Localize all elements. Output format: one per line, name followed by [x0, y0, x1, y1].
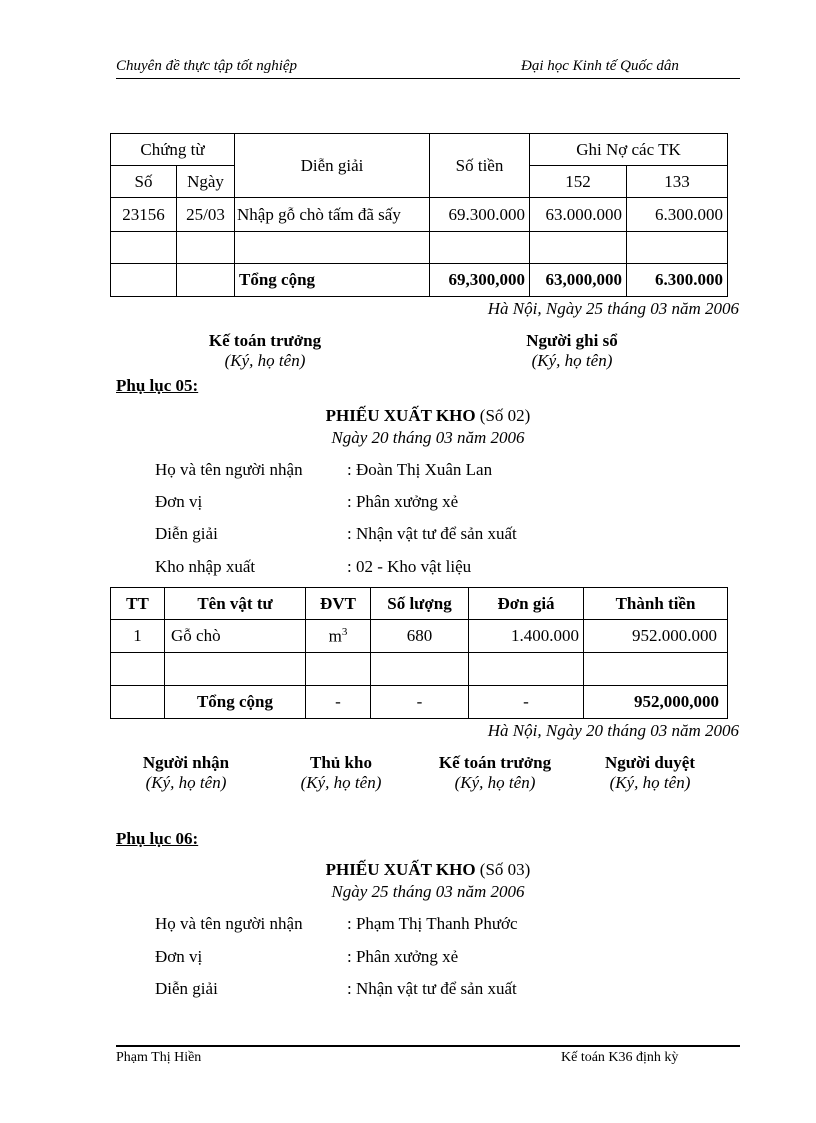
field-label: Diễn giải: [155, 979, 218, 998]
table-row-total: [111, 686, 728, 719]
title-bold: PHIẾU XUẤT KHO: [325, 406, 476, 425]
appendix-6-title: [0, 860, 816, 880]
footer-right: Kế toán K36 định kỳ: [561, 1050, 679, 1065]
total-label: Tổng cộng: [235, 264, 430, 297]
field-label: Họ và tên người nhận: [155, 460, 303, 479]
footer-left: Phạm Thị Hiền: [116, 1050, 202, 1065]
field-label: Kho nhập xuất: [155, 557, 256, 576]
appendix-6-heading: Phụ lục 06:: [116, 829, 199, 848]
appendix-5-title: [0, 406, 816, 426]
th-so-luong: Số lượng: [371, 588, 469, 620]
th-133: 133: [627, 166, 728, 198]
total-label: Tổng cộng: [165, 686, 306, 719]
total-so-luong: -: [371, 686, 469, 719]
field-label: Diễn giải: [155, 524, 218, 543]
cell-dien-giai: Nhập gỗ chò tấm đã sấy: [235, 198, 430, 232]
table-row: [111, 620, 728, 653]
table-row-empty: [111, 653, 728, 686]
appendix-5-heading: Phụ lục 05:: [116, 376, 199, 395]
cell-dvt: $m^3$: [306, 620, 371, 653]
signer-sub: (Ký, họ tên): [609, 773, 691, 792]
signature-nguoi-ghi-so: [482, 331, 662, 371]
field-value: : Phạm Thị Thanh Phước: [347, 914, 518, 933]
th-don-gia: Đơn giá: [469, 588, 584, 620]
signer-title: Thủ kho: [310, 753, 372, 772]
cell-don-gia: 1.400.000: [469, 620, 584, 653]
th-152: 152: [530, 166, 627, 198]
signature-thu-kho: [271, 753, 411, 793]
th-tt: TT: [111, 588, 165, 620]
signer-title: Người ghi sổ: [526, 331, 618, 350]
th-dvt: ĐVT: [306, 588, 371, 620]
title-bold: PHIẾU XUẤT KHO: [325, 860, 476, 879]
signer-sub: (Ký, họ tên): [145, 773, 227, 792]
cell-tt: 1: [111, 620, 165, 653]
table-row: [111, 198, 728, 232]
issue-table-02: [110, 587, 728, 719]
field-value: : Phân xưởng xẻ: [347, 947, 459, 966]
place-date-1: Hà Nội, Ngày 25 tháng 03 năm 2006: [487, 299, 739, 318]
header-right: Đại học Kinh tế Quốc dân: [521, 58, 679, 74]
title-num: (Số 03): [479, 860, 531, 879]
appendix-5-date: Ngày 20 tháng 03 năm 2006: [331, 428, 525, 447]
signature-ke-toan-truong: [420, 753, 570, 793]
field-value: : 02 - Kho vật liệu: [347, 557, 472, 576]
signer-title: Người duyệt: [605, 753, 695, 772]
th-ngay: Ngày: [177, 166, 235, 198]
signer-title: Kế toán trưởng: [438, 753, 552, 772]
cell-ngay: 25/03: [177, 198, 235, 232]
field-label: Họ và tên người nhận: [155, 914, 303, 933]
cell-so-tien: 69.300.000: [430, 198, 530, 232]
total-133: 6.300.000: [627, 264, 728, 297]
place-date-2: Hà Nội, Ngày 20 tháng 03 năm 2006: [487, 721, 739, 740]
footer-rule: [116, 1045, 740, 1047]
th-ghi-no: Ghi Nợ các TK: [530, 134, 728, 166]
field-label: Đơn vị: [155, 492, 203, 511]
total-don-gia: -: [469, 686, 584, 719]
th-so: Số: [111, 166, 177, 198]
th-so-tien: Số tiền: [430, 134, 530, 198]
th-chung-tu: Chứng từ: [111, 134, 235, 166]
signer-sub: (Ký, họ tên): [454, 773, 536, 792]
field-value: : Nhận vật tư để sản xuất: [347, 524, 517, 543]
cell-thanh-tien: 952.000.000: [584, 620, 728, 653]
total-so-tien: 69,300,000: [430, 264, 530, 297]
header-rule: [116, 78, 740, 79]
field-label: Đơn vị: [155, 947, 203, 966]
signer-title: Kế toán trưởng: [208, 331, 322, 350]
signer-sub: (Ký, họ tên): [224, 351, 306, 370]
signature-nguoi-nhan: [116, 753, 256, 793]
title-num: (Số 02): [479, 406, 531, 425]
signer-sub: (Ký, họ tên): [300, 773, 382, 792]
total-dvt: -: [306, 686, 371, 719]
cell-133: 6.300.000: [627, 198, 728, 232]
th-thanh-tien: Thành tiền: [584, 588, 728, 620]
cell-ten: Gỗ chò: [165, 620, 306, 653]
ledger-table: [110, 133, 728, 297]
table-row-empty: [111, 232, 728, 264]
field-value: : Phân xưởng xẻ: [347, 492, 459, 511]
total-thanh-tien: 952,000,000: [584, 686, 728, 719]
th-dien-giai: Diễn giải: [235, 134, 430, 198]
th-ten-vat-tu: Tên vật tư: [165, 588, 306, 620]
header-left: Chuyên đề thực tập tốt nghiệp: [116, 58, 298, 74]
field-value: : Đoàn Thị Xuân Lan: [347, 460, 493, 479]
signer-title: Người nhận: [142, 753, 230, 772]
signature-ke-toan-truong: [170, 331, 360, 371]
appendix-6-date: Ngày 25 tháng 03 năm 2006: [331, 882, 525, 901]
cell-152: 63.000.000: [530, 198, 627, 232]
cell-so: 23156: [111, 198, 177, 232]
cell-so-luong: 680: [371, 620, 469, 653]
field-value: : Nhận vật tư để sản xuất: [347, 979, 517, 998]
signature-nguoi-duyet: [580, 753, 720, 793]
table-row-total: [111, 264, 728, 297]
signer-sub: (Ký, họ tên): [531, 351, 613, 370]
total-152: 63,000,000: [530, 264, 627, 297]
